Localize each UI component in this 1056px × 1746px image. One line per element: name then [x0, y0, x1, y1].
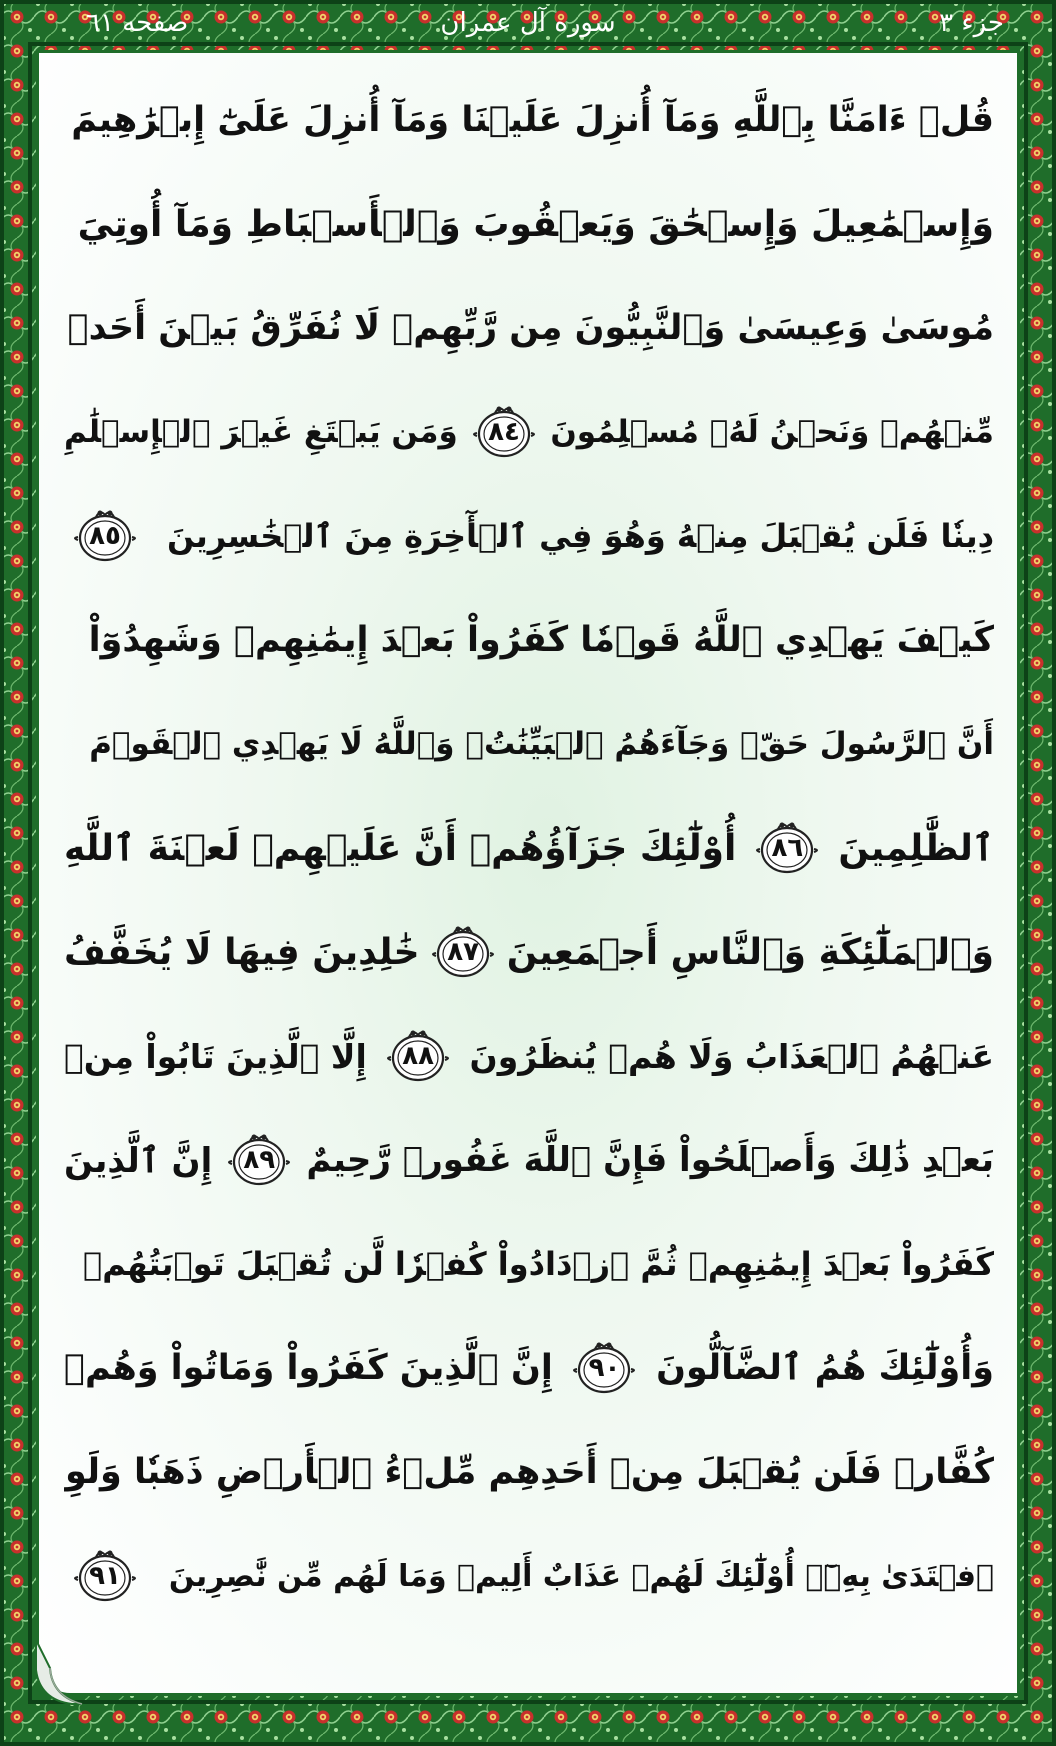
ayah-marker[interactable]	[469, 403, 539, 461]
ayah-marker[interactable]	[383, 1027, 453, 1085]
ayah-number: ٨٦	[771, 833, 804, 863]
verse-line	[64, 900, 994, 1004]
verse-line	[64, 1108, 994, 1212]
verse-text: ٱفۡتَدَىٰ بِهِۦٓۗ أُوْلَٰٓئِكَ لَهُمۡ عَذَابٌ أَلِيمٞ وَمَا لَهُم مِّن نَّٰصِرِينَ	[168, 1558, 994, 1594]
verse-text: إِنَّ ٱلَّذِينَ	[64, 1140, 213, 1181]
verse-text: وَأُوْلَٰٓئِكَ هُمُ ٱلضَّآلُّونَ	[656, 1348, 994, 1388]
verse-line	[64, 1420, 994, 1524]
verse-text: إِنَّ ٱلَّذِينَ كَفَرُواْ وَمَاتُواْ وَهُمۡ	[64, 1348, 553, 1388]
verse-line	[64, 172, 994, 276]
ayah-number: ٩١	[89, 1561, 121, 1591]
verse-line	[64, 484, 994, 588]
page-curl-icon[interactable]	[26, 1640, 86, 1708]
verse-line	[64, 796, 994, 900]
ayah-marker[interactable]	[70, 507, 140, 565]
verse-text: عَنۡهُمُ ٱلۡعَذَابُ وَلَا هُمۡ يُنظَرُونَ	[469, 1036, 994, 1076]
ayah-number: ٨٩	[243, 1145, 276, 1175]
verse-text: بَعۡدِ ذَٰلِكَ وَأَصۡلَحُواْ فَإِنَّ ٱللَّهَ غَفُورٞ رَّحِيمٌ	[306, 1140, 994, 1180]
verse-text: قُلۡ ءَامَنَّا بِٱللَّهِ وَمَآ أُنزِلَ عَلَيۡنَا وَمَآ أُنزِلَ عَلَىٰٓ إِبۡرَٰهِيمَ	[71, 100, 994, 140]
verse-text: وَإِسۡمَٰعِيلَ وَإِسۡحَٰقَ وَيَعۡقُوبَ وَٱلۡأَسۡبَاطِ وَمَآ أُوتِيَ	[77, 203, 994, 245]
verse-text: مُوسَىٰ وَعِيسَىٰ وَٱلنَّبِيُّونَ مِن رَّبِّهِمۡ لَا نُفَرِّقُ بَيۡنَ أَحَدٖ	[67, 308, 994, 348]
ayah-marker[interactable]	[569, 1339, 639, 1397]
ayah-marker[interactable]	[752, 819, 822, 877]
page-number: صفحه ٦١	[86, 8, 189, 38]
verse-text: أَنَّ ٱلرَّسُولَ حَقّٞ وَجَآءَهُمُ ٱلۡبَيِّنَٰتُۚ وَٱللَّهُ لَا يَهۡدِي ٱلۡقَوۡمَ	[89, 726, 994, 762]
verse-text: دِينٗا فَلَن يُقۡبَلَ مِنۡهُ وَهُوَ فِي ٱلۡأٓخِرَةِ مِنَ ٱلۡخَٰسِرِينَ	[166, 517, 994, 555]
verse-line	[64, 1316, 994, 1420]
verse-line	[64, 1212, 994, 1316]
verse-text: كُفَّارٞ فَلَن يُقۡبَلَ مِنۡ أَحَدِهِم مِّلۡءُ ٱلۡأَرۡضِ ذَهَبٗا وَلَوِ	[64, 1452, 994, 1492]
page-header	[0, 0, 1056, 48]
verse-text: إِلَّا ٱلَّذِينَ تَابُواْ مِنۢ	[64, 1036, 367, 1076]
verse-text: وَٱلۡمَلَٰٓئِكَةِ وَٱلنَّاسِ أَجۡمَعِينَ	[506, 931, 994, 973]
verse-text: ٱلظَّٰلِمِينَ	[838, 827, 994, 869]
verse-text: وَمَن يَبۡتَغِ غَيۡرَ ٱلۡإِسۡلَٰمِ	[64, 414, 458, 450]
verse-text-block	[64, 68, 994, 1628]
ayah-number: ٨٧	[447, 937, 480, 967]
ayah-number: ٩٠	[588, 1353, 621, 1383]
verse-text: مِّنۡهُمۡ وَنَحۡنُ لَهُۥ مُسۡلِمُونَ	[550, 414, 994, 450]
verse-line	[64, 68, 994, 172]
ayah-number: ٨٤	[488, 417, 520, 447]
verse-line	[64, 380, 994, 484]
juz-label: جزء ٣	[939, 8, 1004, 38]
ayah-marker[interactable]	[224, 1131, 294, 1189]
verse-text: كَيۡفَ يَهۡدِي ٱللَّهُ قَوۡمٗا كَفَرُواْ بَعۡدَ إِيمَٰنِهِمۡ وَشَهِدُوٓاْ	[88, 620, 994, 660]
ayah-marker[interactable]	[70, 1547, 140, 1605]
verse-text: أُوْلَٰٓئِكَ جَزَآؤُهُمۡ أَنَّ عَلَيۡهِمۡ لَعۡنَةَ ٱللَّهِ	[64, 827, 737, 869]
ayah-marker[interactable]	[428, 923, 498, 981]
verse-line	[64, 588, 994, 692]
verse-line	[64, 692, 994, 796]
verse-line	[64, 276, 994, 380]
ayah-number: ٨٨	[402, 1041, 435, 1071]
surah-title: سوره آل عمران	[440, 8, 616, 38]
verse-line	[64, 1524, 994, 1628]
ayah-number: ٨٥	[89, 521, 121, 551]
verse-text: كَفَرُواْ بَعۡدَ إِيمَٰنِهِمۡ ثُمَّ ٱزۡدَادُواْ كُفۡرٗا لَّن تُقۡبَلَ تَوۡبَتُهُمۡ	[82, 1245, 994, 1283]
verse-text: خَٰلِدِينَ فِيهَا لَا يُخَفَّفُ	[64, 931, 420, 973]
verse-line	[64, 1004, 994, 1108]
